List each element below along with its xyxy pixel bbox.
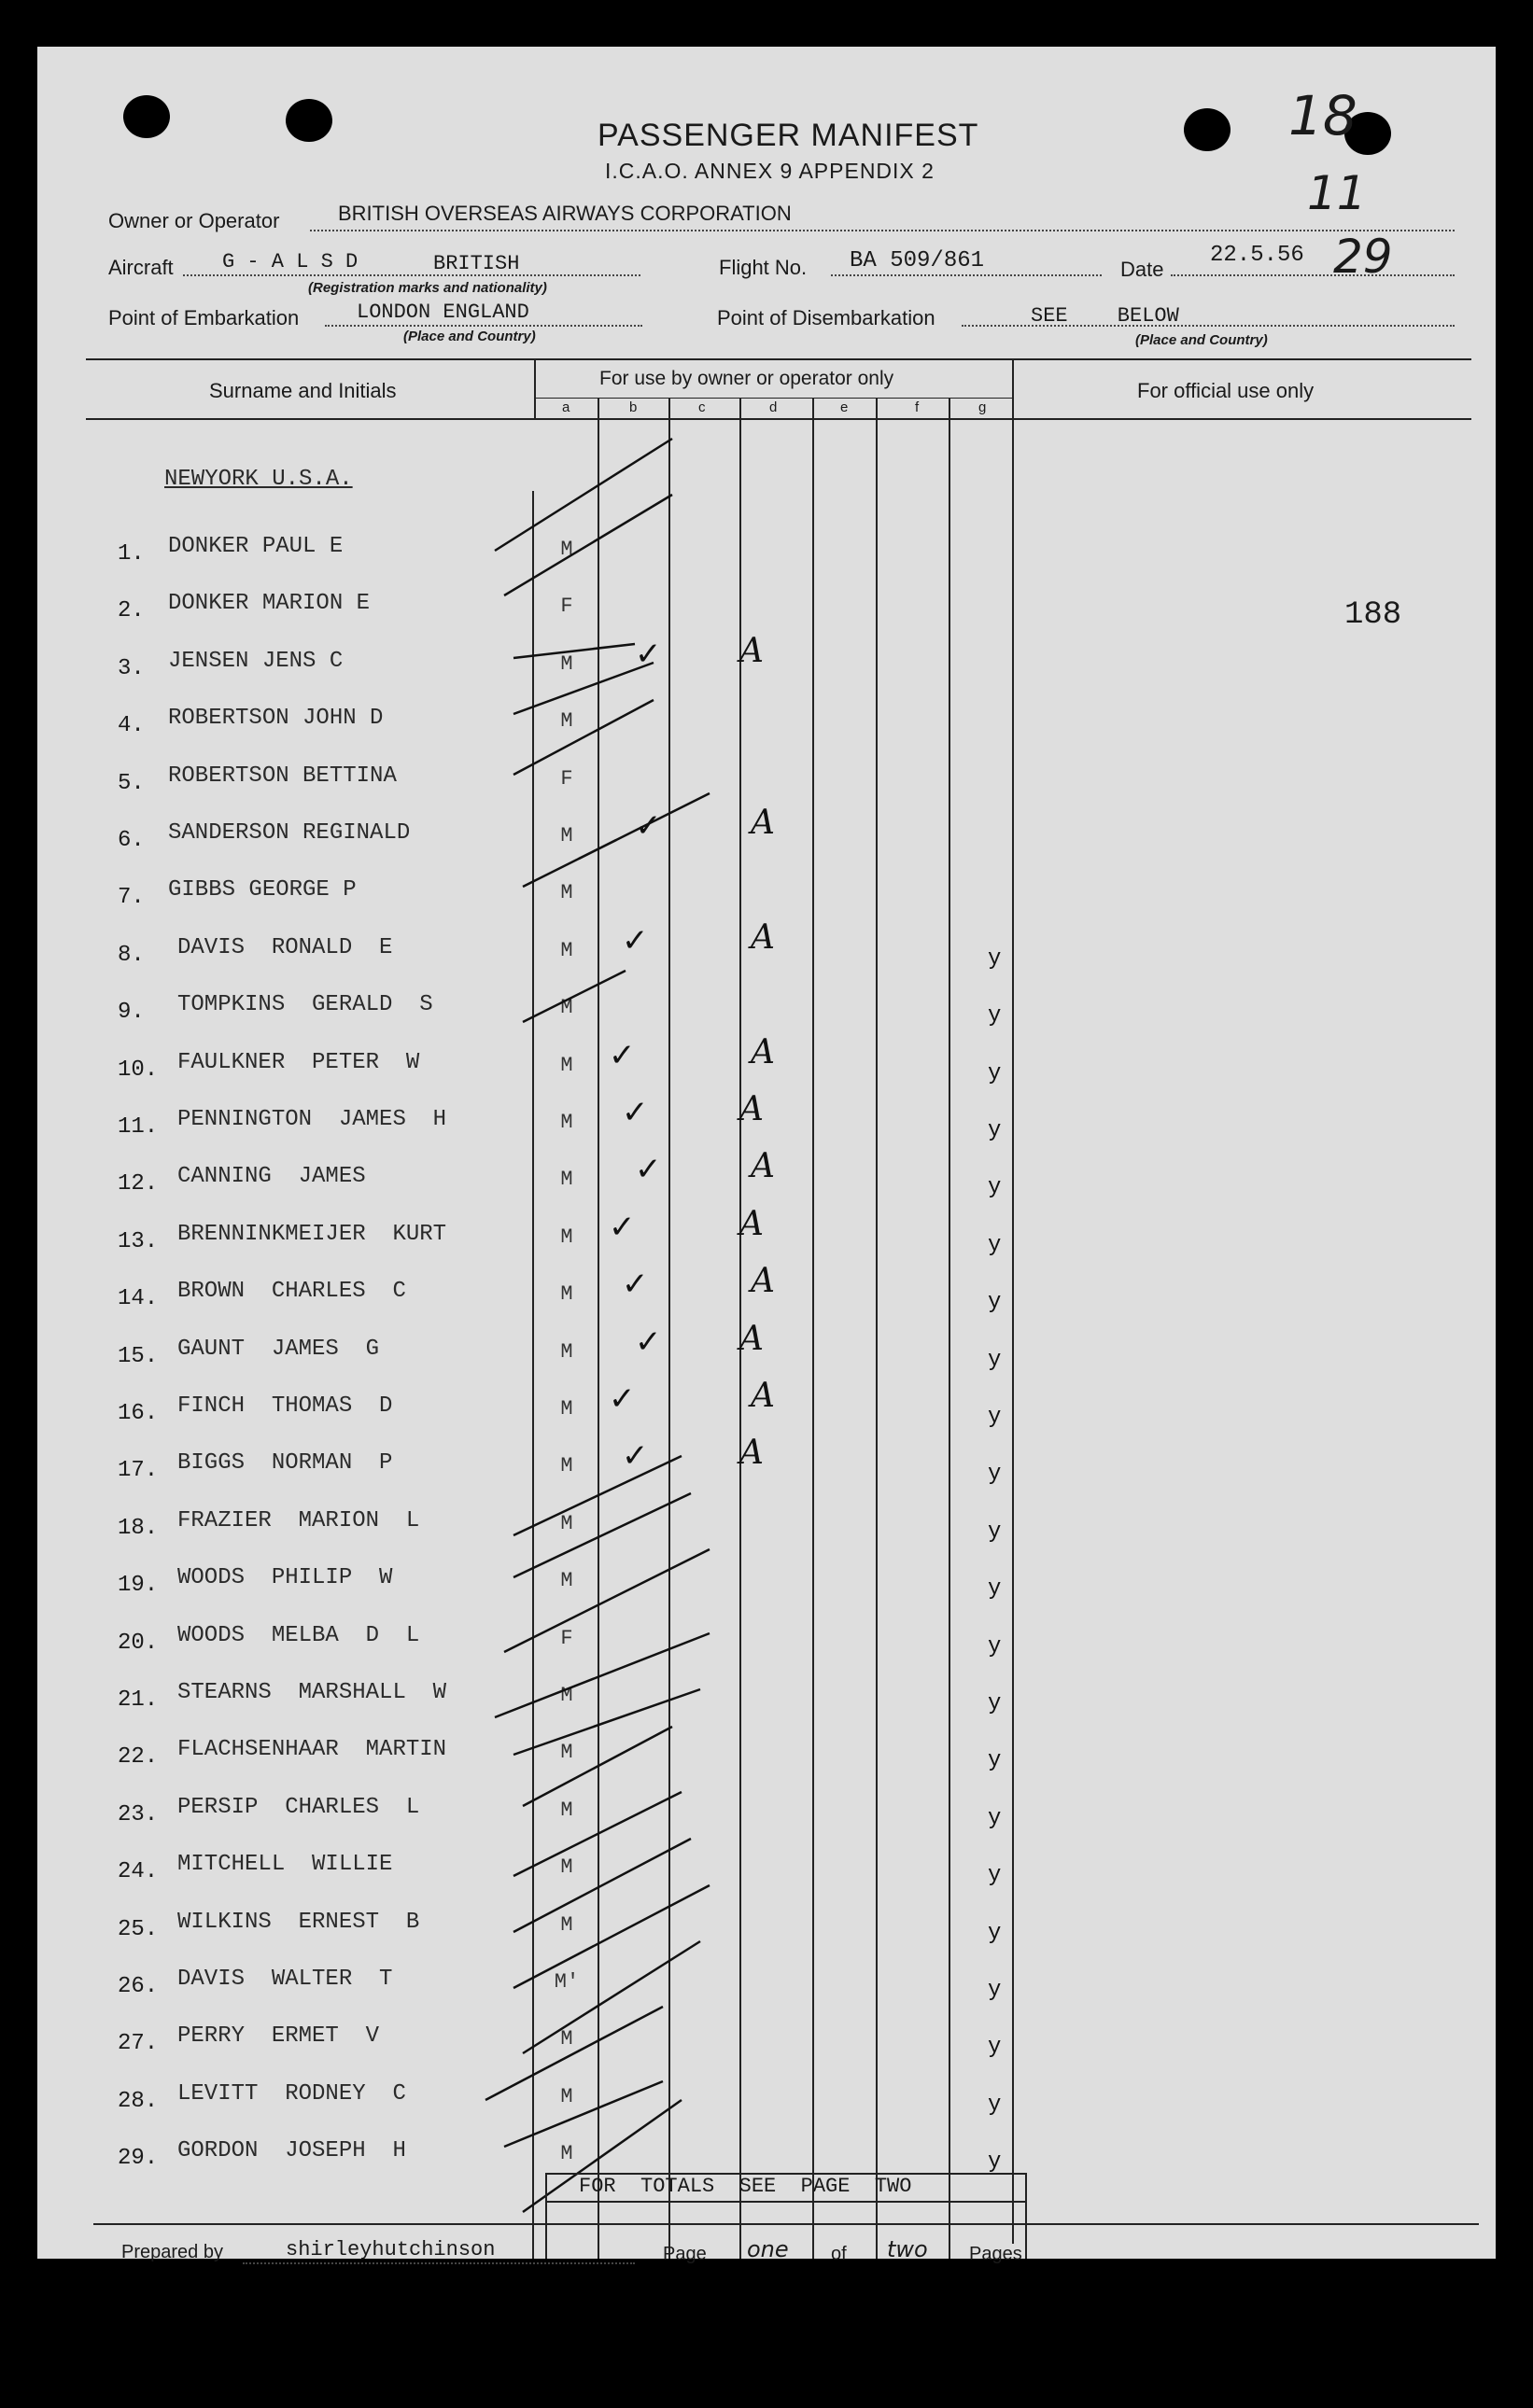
passenger-name: CANNING JAMES <box>177 1164 366 1189</box>
checkmark-b: ✓ <box>635 1151 662 1188</box>
page-title: PASSENGER MANIFEST <box>598 118 979 153</box>
checkmark-b: ✓ <box>609 1380 636 1418</box>
row-number: 17. <box>118 1458 159 1483</box>
code-mark-g: y <box>988 2035 1002 2060</box>
code-mark-g: y <box>988 1405 1002 1430</box>
handwritten-strikes <box>37 47 1496 2259</box>
arrival-mark-d: A <box>739 1434 764 1472</box>
passenger-name: GORDON JOSEPH H <box>177 2138 406 2163</box>
sex-cell: M <box>560 2142 573 2165</box>
row-number: 29. <box>118 2146 159 2171</box>
row-number: 4. <box>118 713 145 738</box>
sex-cell: M' <box>554 1970 580 1994</box>
totals-bottom-rule <box>545 2201 1025 2203</box>
sex-cell: F <box>560 767 573 791</box>
code-mark-g: y <box>988 1519 1002 1545</box>
row-number: 18. <box>118 1516 159 1541</box>
subcol-c: c <box>698 399 706 415</box>
passenger-name: BIGGS NORMAN P <box>177 1450 393 1476</box>
row-number: 20. <box>118 1631 159 1656</box>
code-mark-g: y <box>988 1061 1002 1086</box>
passenger-name: STEARNS MARSHALL W <box>177 1680 447 1705</box>
subcol-b: b <box>629 399 638 415</box>
flight-label: Flight No. <box>719 256 808 279</box>
subcol-g: g <box>978 399 987 415</box>
code-mark-g: y <box>988 1748 1002 1773</box>
code-mark-g: y <box>988 2149 1002 2175</box>
sex-cell: M <box>560 2027 573 2051</box>
subcol-a: a <box>562 399 570 415</box>
passenger-name: BROWN CHARLES C <box>177 1279 406 1304</box>
flight-value: BA 509/861 <box>850 248 985 273</box>
row-number: 2. <box>118 598 145 623</box>
checkmark-b: ✓ <box>622 1094 649 1131</box>
code-mark-g: y <box>988 1462 1002 1487</box>
sex-cell: M <box>560 2085 573 2108</box>
passenger-name: ROBERTSON JOHN D <box>168 706 384 731</box>
destination-heading: NEWYORK U.S.A. <box>164 467 353 492</box>
passenger-name: DONKER PAUL E <box>168 534 344 559</box>
checkmark-b: ✓ <box>622 922 649 959</box>
row-number: 12. <box>118 1171 159 1197</box>
row-number: 6. <box>118 828 145 853</box>
code-mark-g: y <box>988 1691 1002 1716</box>
row-number: 16. <box>118 1401 159 1426</box>
subcol-e: e <box>840 399 849 415</box>
row-number: 26. <box>118 1974 159 1999</box>
arrival-mark-d: A <box>751 804 775 842</box>
totals-note: FOR TOTALS SEE PAGE TWO <box>579 2175 912 2198</box>
arrival-mark-d: A <box>739 632 764 670</box>
sex-cell: M <box>560 1569 573 1592</box>
page-subtitle: I.C.A.O. ANNEX 9 APPENDIX 2 <box>605 159 935 183</box>
embark-note: (Place and Country) <box>403 329 536 344</box>
code-mark-g: y <box>988 1576 1002 1602</box>
prepared-value: shirleyhutchinson <box>286 2238 496 2261</box>
sex-cell: M <box>560 652 573 676</box>
passenger-name: PENNINGTON JAMES H <box>177 1107 447 1132</box>
code-mark-g: y <box>988 1921 1002 1946</box>
row-number: 5. <box>118 771 145 796</box>
row-number: 13. <box>118 1229 159 1254</box>
code-mark-g: y <box>988 1175 1002 1200</box>
embark-label: Point of Embarkation <box>108 306 300 329</box>
checkmark-b: ✓ <box>635 1323 662 1361</box>
aircraft-label: Aircraft <box>108 256 174 279</box>
code-mark-g: y <box>988 1233 1002 1258</box>
code-mark-g: y <box>988 1003 1002 1029</box>
footer-rule <box>93 2223 1479 2225</box>
row-number: 22. <box>118 1744 159 1770</box>
code-mark-g: y <box>988 1634 1002 1659</box>
owner-label: Owner or Operator <box>108 209 280 232</box>
sex-cell: M <box>560 996 573 1019</box>
totals-left-rule <box>545 2173 547 2259</box>
row-number: 14. <box>118 1286 159 1311</box>
sex-cell: M <box>560 1913 573 1937</box>
row-number: 27. <box>118 2031 159 2056</box>
sex-cell: M <box>560 881 573 904</box>
passenger-name: BRENNINKMEIJER KURT <box>177 1222 447 1247</box>
passenger-name: FAULKNER PETER W <box>177 1050 420 1075</box>
sex-cell: M <box>560 939 573 962</box>
subcol-d: d <box>769 399 778 415</box>
page-label: Page <box>663 2244 707 2264</box>
row-number: 1. <box>118 541 145 567</box>
manifest-sheet <box>37 47 1496 2264</box>
passenger-name: WOODS MELBA D L <box>177 1623 420 1648</box>
passenger-name: FLACHSENHAAR MARTIN <box>177 1737 447 1762</box>
passenger-name: WOODS PHILIP W <box>177 1565 393 1590</box>
checkmark-b: ✓ <box>622 1266 649 1303</box>
passenger-name: FRAZIER MARION L <box>177 1508 420 1533</box>
arrival-mark-d: A <box>751 1377 775 1415</box>
sex-cell: M <box>560 1397 573 1421</box>
passenger-name: DONKER MARION E <box>168 591 371 616</box>
sex-cell: M <box>560 824 573 847</box>
sex-cell: M <box>560 1054 573 1077</box>
checkmark-b: ✓ <box>609 1209 636 1246</box>
checkmark-b: ✓ <box>609 1037 636 1074</box>
sex-cell: M <box>560 538 573 561</box>
arrival-mark-d: A <box>739 1320 764 1358</box>
row-number: 7. <box>118 885 145 910</box>
passenger-name: WILKINS ERNEST B <box>177 1910 420 1935</box>
passenger-name: FINCH THOMAS D <box>177 1393 393 1419</box>
code-mark-g: y <box>988 1118 1002 1143</box>
prepared-label: Prepared by <box>121 2242 223 2262</box>
checkmark-b: ✓ <box>622 1437 649 1475</box>
passenger-name: SANDERSON REGINALD <box>168 820 411 846</box>
row-number: 9. <box>118 1000 145 1025</box>
passenger-name: TOMPKINS GERALD S <box>177 992 433 1017</box>
code-mark-g: y <box>988 1806 1002 1831</box>
subcol-f: f <box>915 399 920 415</box>
col-surname-header: Surname and Initials <box>209 379 397 402</box>
passenger-name: LEVITT RODNEY C <box>177 2081 406 2107</box>
row-number: 15. <box>118 1344 159 1369</box>
code-mark-g: y <box>988 946 1002 972</box>
sex-cell: M <box>560 1111 573 1134</box>
passenger-name: PERSIP CHARLES L <box>177 1795 420 1820</box>
nationality-value: BRITISH <box>433 252 520 275</box>
sex-cell: M <box>560 1225 573 1249</box>
passenger-name: MITCHELL WILLIE <box>177 1852 393 1877</box>
corner-mark-top: 18 <box>1288 84 1357 147</box>
col-owner-header: For use by owner or operator only <box>599 368 894 389</box>
checkmark-b: ✓ <box>635 636 662 673</box>
row-number: 8. <box>118 943 145 968</box>
row-number: 23. <box>118 1802 159 1827</box>
row-number: 11. <box>118 1114 159 1140</box>
passenger-name: GIBBS GEORGE P <box>168 877 357 903</box>
row-number: 3. <box>118 656 145 681</box>
disembark-value: SEE BELOW <box>1031 304 1179 328</box>
pages-value: two <box>887 2236 928 2262</box>
code-mark-g: y <box>988 1863 1002 1888</box>
arrival-mark-d: A <box>751 1262 775 1300</box>
code-mark-g: y <box>988 1348 1002 1373</box>
disembark-label: Point of Disembarkation <box>717 306 935 329</box>
arrival-mark-d: A <box>739 1205 764 1243</box>
sex-cell: M <box>560 1168 573 1191</box>
totals-right-rule <box>1025 2173 1027 2259</box>
aircraft-value: G - A L S D <box>222 250 359 273</box>
sex-cell: M <box>560 1282 573 1306</box>
checkmark-b: ✓ <box>635 807 662 845</box>
owner-value: BRITISH OVERSEAS AIRWAYS CORPORATION <box>338 202 792 225</box>
date-label: Date <box>1120 258 1164 281</box>
sex-cell: M <box>560 1454 573 1477</box>
corner-mark-mid: 11 <box>1307 166 1367 220</box>
sex-cell: M <box>560 1855 573 1879</box>
sex-cell: M <box>560 1741 573 1764</box>
prepared-dotline <box>243 2262 635 2264</box>
of-label: of <box>831 2244 847 2264</box>
passenger-name: DAVIS WALTER T <box>177 1967 393 1992</box>
sex-cell: M <box>560 1512 573 1535</box>
row-number: 24. <box>118 1859 159 1884</box>
passenger-name: GAUNT JAMES G <box>177 1337 380 1362</box>
arrival-mark-d: A <box>751 1033 775 1071</box>
row-number: 21. <box>118 1687 159 1713</box>
arrival-mark-d: A <box>751 1147 775 1185</box>
sex-cell: F <box>560 595 573 618</box>
sex-cell: M <box>560 1684 573 1707</box>
passenger-name: DAVIS RONALD E <box>177 935 393 960</box>
row-number: 10. <box>118 1057 159 1083</box>
sex-cell: F <box>560 1627 573 1650</box>
passenger-name: JENSEN JENS C <box>168 649 344 674</box>
passenger-name: PERRY ERMET V <box>177 2023 380 2049</box>
row-number: 25. <box>118 1917 159 1942</box>
date-value: 22.5.56 <box>1210 243 1304 268</box>
passenger-name: ROBERTSON BETTINA <box>168 763 397 789</box>
code-mark-g: y <box>988 1978 1002 2003</box>
row-number: 28. <box>118 2089 159 2114</box>
official-note: 188 <box>1344 597 1402 633</box>
sex-cell: M <box>560 1799 573 1822</box>
corner-mark-bottom: 29 <box>1333 230 1393 284</box>
pages-label: Pages <box>969 2244 1022 2264</box>
col-official-header: For official use only <box>1137 379 1315 402</box>
sex-cell: M <box>560 1340 573 1364</box>
disembark-note: (Place and Country) <box>1135 332 1268 348</box>
code-mark-g: y <box>988 2093 1002 2118</box>
code-mark-g: y <box>988 1290 1002 1315</box>
arrival-mark-d: A <box>739 1090 764 1128</box>
registration-note: (Registration marks and nationality) <box>308 280 547 296</box>
sex-cell: M <box>560 709 573 733</box>
row-number: 19. <box>118 1573 159 1598</box>
page-value: one <box>747 2236 789 2262</box>
arrival-mark-d: A <box>751 918 775 957</box>
embark-value: LONDON ENGLAND <box>357 301 529 324</box>
